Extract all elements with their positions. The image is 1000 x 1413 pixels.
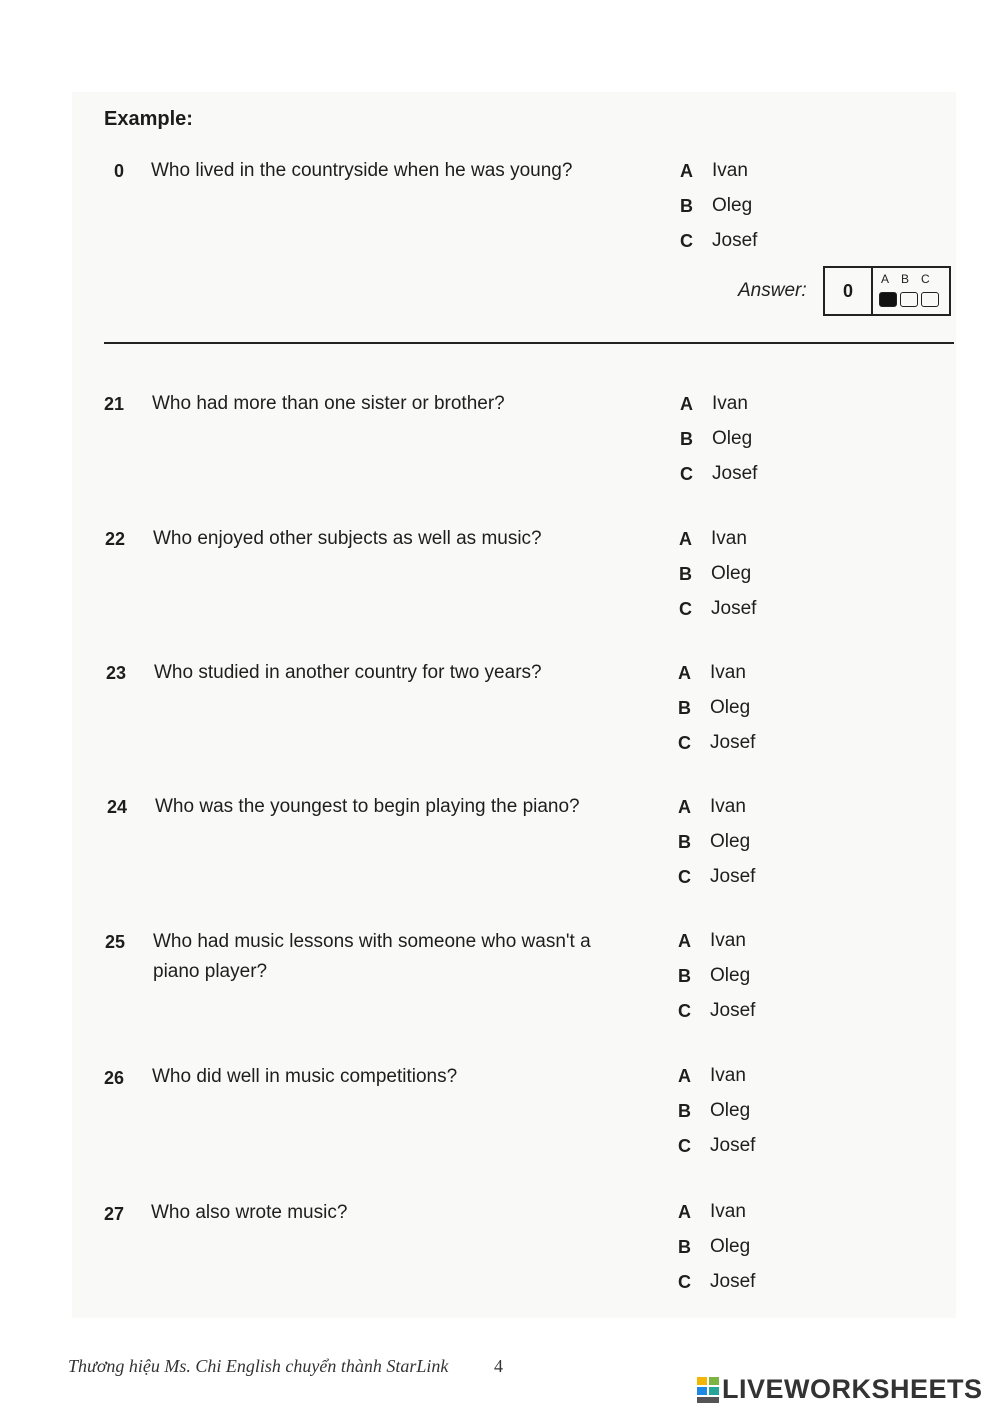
question-number-26: 26: [104, 1068, 125, 1088]
option-text: Oleg: [711, 563, 752, 584]
option-text: Ivan: [712, 393, 748, 414]
option-letter: B: [678, 697, 691, 718]
grid-box-b: [900, 292, 918, 307]
option-text: Ivan: [710, 796, 746, 817]
option-letter: A: [679, 528, 692, 549]
footer-note: Thương hiệu Ms. Chi English chuyển thành StarLink: [68, 1356, 449, 1376]
option-text: Oleg: [710, 1236, 751, 1257]
option-text: Oleg: [712, 195, 753, 216]
answer-number: 0: [825, 268, 873, 314]
question-number-25: 25: [105, 932, 126, 952]
option-letter: C: [680, 463, 693, 484]
grid-letter-c: C: [921, 272, 930, 286]
question-text-25: Who had music lessons with someone who wasn't a piano player?: [153, 931, 591, 982]
answer-label: Answer:: [738, 280, 807, 301]
option-text: Oleg: [710, 1100, 751, 1121]
question-text-26: Who did well in music competitions?: [152, 1066, 458, 1087]
q22-option-b[interactable]: [679, 559, 751, 589]
q24-option-b[interactable]: [678, 827, 750, 857]
brand-name: LIVEWORKSHEETS: [722, 1374, 983, 1404]
option-text: Josef: [710, 1135, 756, 1156]
grid-box-a-filled: [879, 292, 897, 307]
option-text: Josef: [710, 866, 756, 887]
option-letter: A: [678, 1065, 691, 1086]
q21-option-b[interactable]: [680, 424, 752, 454]
option-letter: A: [678, 930, 691, 951]
option-text: Ivan: [710, 662, 746, 683]
option-text: Oleg: [712, 428, 753, 449]
option-letter: C: [678, 866, 691, 887]
q26-option-a[interactable]: [678, 1061, 746, 1091]
option-text: Ivan: [710, 1201, 746, 1222]
option-text: Josef: [710, 1000, 756, 1021]
q23-option-b[interactable]: [678, 693, 750, 723]
question-number-27: 27: [104, 1204, 125, 1224]
q27-option-a[interactable]: [678, 1197, 746, 1227]
question-number-21: 21: [104, 394, 125, 414]
q25-option-c[interactable]: [678, 996, 755, 1026]
example-heading: Example:: [104, 108, 193, 130]
option-letter: A: [680, 160, 693, 181]
example-question-text: Who lived in the countryside when he was young?: [151, 160, 573, 181]
option-letter: C: [678, 732, 691, 753]
option-letter: C: [678, 1271, 691, 1292]
grid-letter-b: B: [901, 272, 910, 286]
q23-option-a[interactable]: [678, 658, 746, 688]
option-text: Josef: [710, 732, 756, 753]
q22-option-a[interactable]: [679, 524, 747, 554]
question-number-23: 23: [106, 663, 127, 683]
option-letter: B: [678, 965, 691, 986]
question-text-27: Who also wrote music?: [151, 1202, 348, 1223]
q23-option-c[interactable]: [678, 728, 755, 758]
option-letter: C: [678, 1135, 691, 1156]
section-divider: [104, 342, 954, 344]
option-text: Ivan: [711, 528, 747, 549]
example-question-number: 0: [114, 161, 125, 181]
q25-option-a[interactable]: [678, 926, 746, 956]
question-number-22: 22: [105, 529, 126, 549]
q25-option-b[interactable]: [678, 961, 750, 991]
option-letter: B: [680, 428, 693, 449]
q22-option-c[interactable]: [679, 594, 756, 624]
q21-option-a[interactable]: [680, 389, 748, 419]
q24-option-a[interactable]: [678, 792, 746, 822]
option-letter: C: [679, 598, 692, 619]
q27-option-c[interactable]: [678, 1267, 755, 1297]
q24-option-c[interactable]: [678, 862, 755, 892]
option-text: Ivan: [710, 930, 746, 951]
option-text: Ivan: [710, 1065, 746, 1086]
option-text: Josef: [712, 230, 758, 251]
option-text: Oleg: [710, 697, 751, 718]
answer-grid: [873, 268, 949, 314]
question-text-23: Who studied in another country for two years?: [154, 662, 542, 683]
q26-option-c[interactable]: [678, 1131, 755, 1161]
q27-option-b[interactable]: [678, 1232, 750, 1262]
example-option-b: [680, 191, 752, 221]
liveworksheets-logo-icon: [696, 1375, 720, 1405]
liveworksheets-brand[interactable]: [696, 1374, 983, 1405]
option-letter: A: [678, 1201, 691, 1222]
example-option-c: [680, 226, 757, 256]
question-text-21: Who had more than one sister or brother?: [152, 393, 505, 414]
option-letter: A: [680, 393, 693, 414]
q21-option-c[interactable]: [680, 459, 757, 489]
option-letter: B: [678, 1100, 691, 1121]
question-text-22: Who enjoyed other subjects as well as music?: [153, 528, 542, 549]
option-text: Josef: [711, 598, 757, 619]
option-letter: B: [678, 1236, 691, 1257]
option-letter: A: [678, 796, 691, 817]
grid-letter-a: A: [881, 272, 890, 286]
q26-option-b[interactable]: [678, 1096, 750, 1126]
option-text: Josef: [710, 1271, 756, 1292]
example-option-a: [680, 156, 748, 186]
option-text: Ivan: [712, 160, 748, 181]
page-number: 4: [494, 1356, 503, 1376]
option-text: Oleg: [710, 965, 751, 986]
option-text: Oleg: [710, 831, 751, 852]
grid-box-c: [921, 292, 939, 307]
question-text-24: Who was the youngest to begin playing the piano?: [155, 796, 580, 817]
option-letter: A: [678, 662, 691, 683]
option-letter: C: [678, 1000, 691, 1021]
answer-box: [823, 266, 951, 316]
option-letter: B: [680, 195, 693, 216]
option-letter: B: [678, 831, 691, 852]
option-text: Josef: [712, 463, 758, 484]
question-number-24: 24: [107, 797, 128, 817]
option-letter: C: [680, 230, 693, 251]
option-letter: B: [679, 563, 692, 584]
